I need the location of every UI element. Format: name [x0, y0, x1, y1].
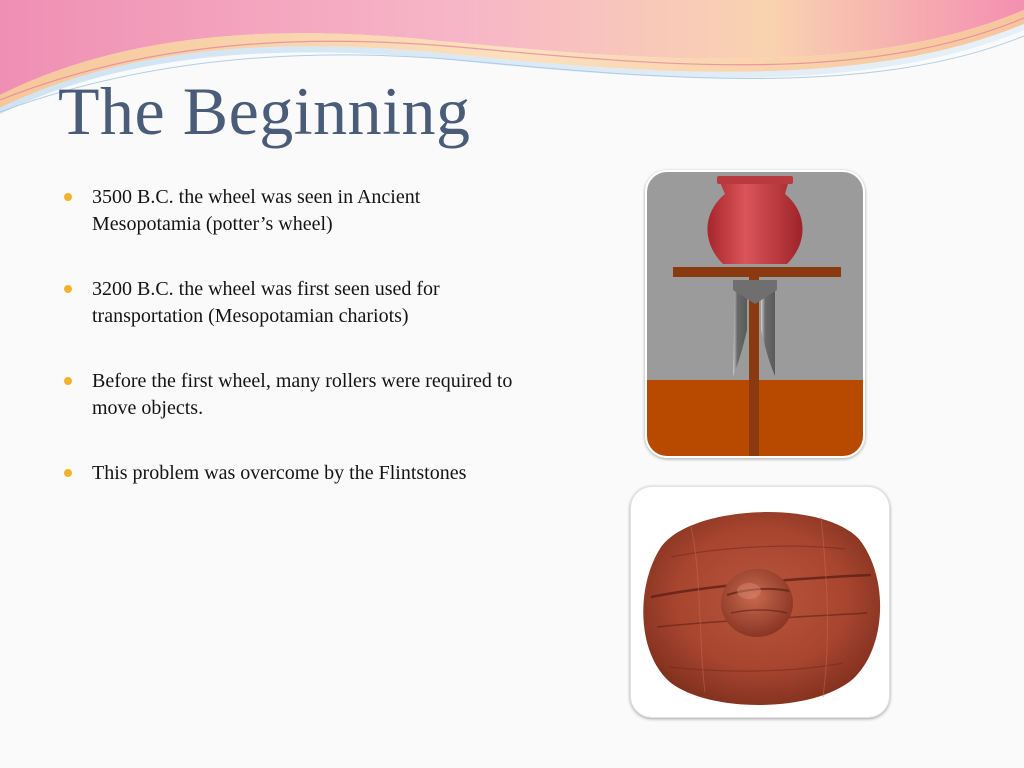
bullet-item	[62, 460, 522, 487]
bullet-text: 3200 B.C. the wheel was first seen used for transportation (Mesopotamian chariots)	[92, 278, 440, 327]
potters-wheel-diagram-icon	[647, 172, 863, 456]
ancient-wheel-image	[630, 486, 890, 718]
slide-title: The Beginning	[58, 73, 471, 149]
bullet-text: Before the first wheel, many rollers were required to move objects.	[92, 370, 513, 419]
bullet-list	[62, 184, 522, 525]
bullet-text: 3500 B.C. the wheel was seen in Ancient Mesopotamia (potter’s wheel)	[92, 186, 421, 235]
bullet-item	[62, 368, 522, 422]
bullet-item	[62, 184, 522, 238]
bullet-text: This problem was overcome by the Flintstones	[92, 462, 467, 484]
ancient-wooden-wheel-icon	[631, 487, 889, 717]
bullet-dot-icon	[64, 377, 72, 385]
bullet-dot-icon	[64, 285, 72, 293]
bullet-dot-icon	[64, 193, 72, 201]
potters-wheel-image	[645, 170, 865, 458]
bullet-dot-icon	[64, 469, 72, 477]
bullet-item	[62, 276, 522, 330]
